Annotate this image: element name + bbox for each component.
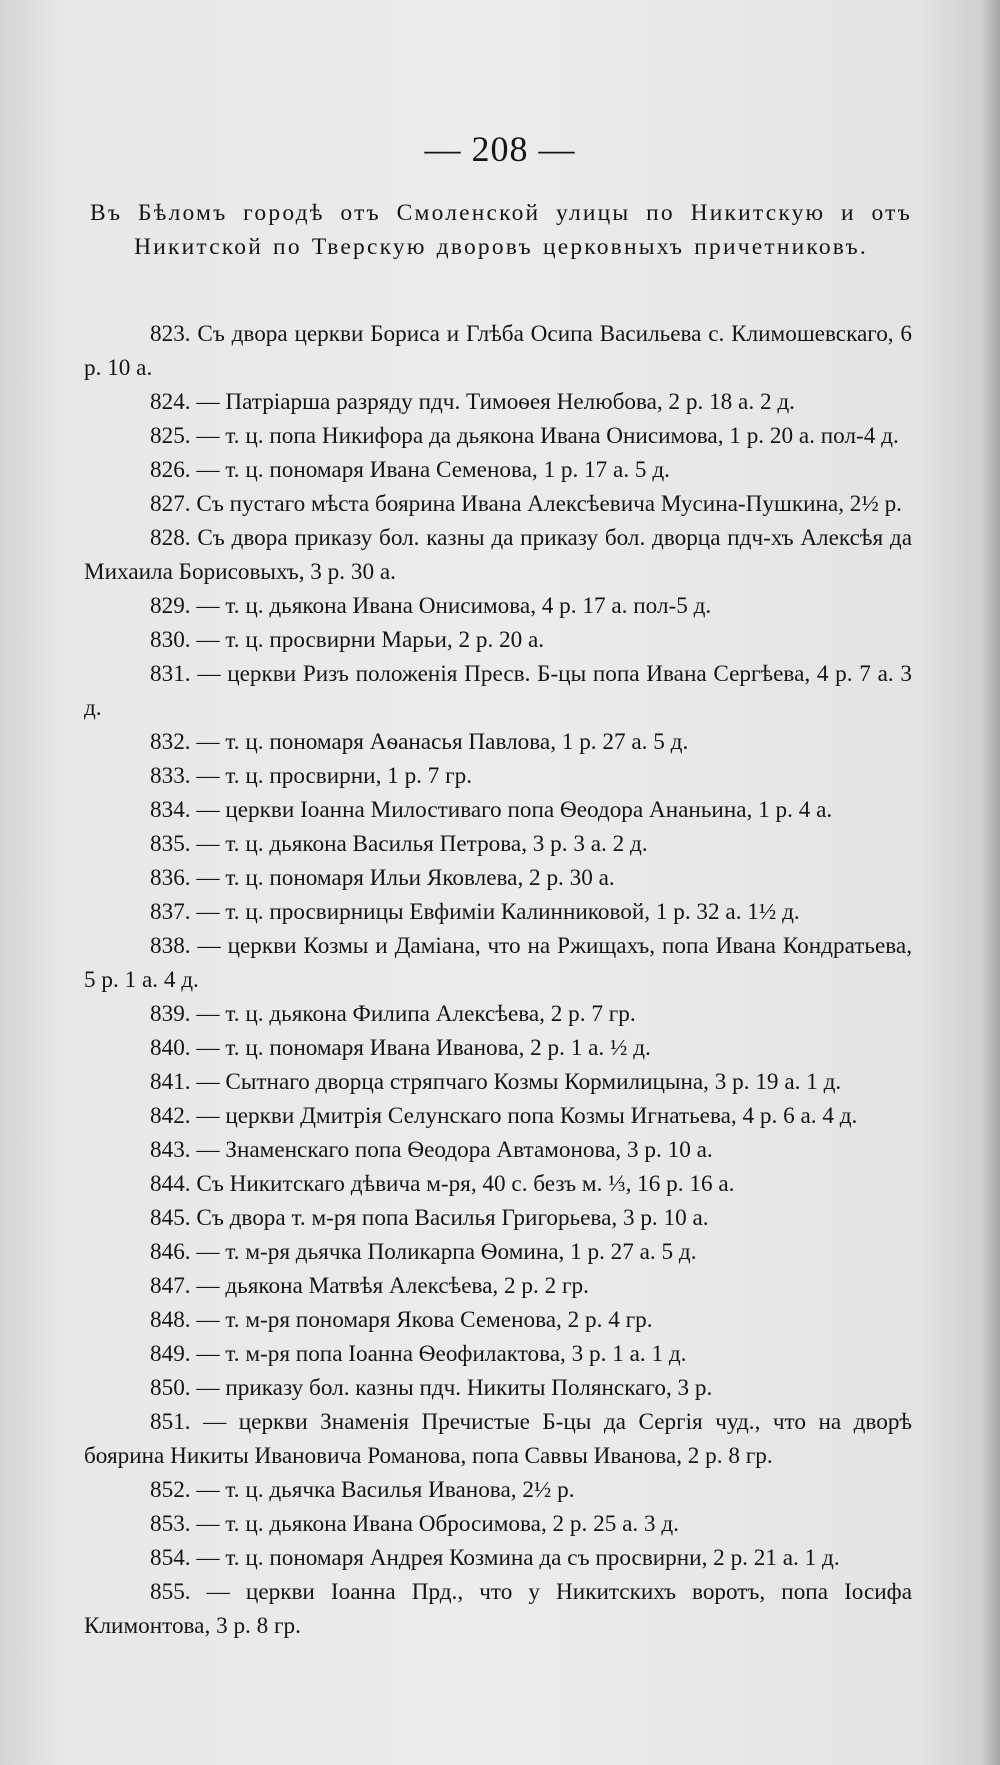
- list-item: [84, 1133, 912, 1167]
- list-item: [84, 623, 912, 657]
- list-item: [84, 317, 912, 385]
- entry-text: Съ двора т. м-ря попа Василья Григорьева, 3 р. 10 а.: [196, 1205, 709, 1231]
- entry-text: — т. ц. дьякона Василья Петрова, 3 р. 3 а. 2 д.: [196, 831, 648, 857]
- list-item: [84, 1269, 912, 1303]
- list-item: [84, 521, 912, 589]
- entry-text: — церкви Козмы и Даміана, что на Ржищахъ, попа Ивана Кондратьева, 5 р. 1 а. 4 д.: [84, 933, 912, 993]
- entry-number: 826.: [150, 457, 191, 483]
- entry-number: 854.: [150, 1545, 191, 1571]
- entry-number: 841.: [150, 1069, 191, 1095]
- entry-text: — т. ц. дьячка Василья Иванова, 2½ р.: [196, 1477, 575, 1503]
- entry-number: 831.: [150, 661, 191, 687]
- entry-text: — церкви Знаменія Пречистые Б-цы да Сергія чуд., что на дворѣ боярина Никиты Ивановича Романова, попа Саввы Иванова, 2 р. 8 гр.: [84, 1409, 913, 1469]
- entry-number: 829.: [150, 593, 191, 619]
- entry-text: — приказу бол. казны пдч. Никиты Полянскаго, 3 р.: [196, 1375, 713, 1401]
- entry-text: — церкви Іоанна Прд., что у Никитскихъ воротъ, попа Іосифа Климонтова, 3 р. 8 гр.: [84, 1579, 912, 1639]
- list-item: [84, 1575, 912, 1643]
- entry-number: 835.: [150, 831, 191, 857]
- entry-text: — т. м-ря дьячка Поликарпа Ѳомина, 1 р. 27 а. 5 д.: [196, 1239, 697, 1265]
- entry-text: Съ двора церкви Бориса и Глѣба Осипа Васильева с. Климошевскаго, 6 р. 10 а.: [84, 321, 912, 381]
- entry-number: 849.: [150, 1341, 191, 1367]
- list-item: [84, 1303, 912, 1337]
- list-item: [84, 1405, 912, 1473]
- list-item: [84, 861, 912, 895]
- entry-number: 843.: [150, 1137, 191, 1163]
- section-heading: Въ Бѣломъ городѣ отъ Смоленской улицы по Никитскую и отъ Никитской по Тверскую дворовъ церковныхъ причетниковъ.: [90, 200, 912, 260]
- entry-text: — церкви Ризъ положенія Пресв. Б-цы попа Ивана Сергѣева, 4 р. 7 а. 3 д.: [84, 661, 913, 721]
- entry-text: Съ двора приказу бол. казны да приказу бол. дворца пдч-хъ Алексѣя да Михаила Борисовыхъ, 3 р. 30 а.: [84, 525, 913, 585]
- list-item: [84, 1031, 912, 1065]
- page-number: — 208 —: [424, 129, 576, 169]
- list-item: [84, 827, 912, 861]
- entry-text: — т. м-ря пономаря Якова Семенова, 2 р. 4 гр.: [196, 1307, 653, 1333]
- entries-list: [84, 317, 912, 1643]
- entry-number: 828.: [150, 525, 191, 551]
- list-item: [84, 487, 912, 521]
- entry-number: 851.: [150, 1409, 191, 1435]
- entry-number: 834.: [150, 797, 191, 823]
- entry-text: — т. ц. пономаря Ильи Яковлева, 2 р. 30 а.: [196, 865, 615, 891]
- entry-number: 847.: [150, 1273, 191, 1299]
- list-item: [84, 385, 912, 419]
- list-item: [84, 1473, 912, 1507]
- entry-number: 830.: [150, 627, 191, 653]
- entry-text: — т. ц. пономаря Андрея Козмина да съ просвирни, 2 р. 21 а. 1 д.: [196, 1545, 840, 1571]
- entry-text: — Знаменскаго попа Ѳеодора Автамонова, 3 р. 10 а.: [196, 1137, 713, 1163]
- entry-text: — Сытнаго дворца стряпчаго Козмы Кормилицына, 3 р. 19 а. 1 д.: [196, 1069, 842, 1095]
- list-item: [84, 759, 912, 793]
- entry-number: 852.: [150, 1477, 191, 1503]
- list-item: [84, 589, 912, 623]
- entry-number: 853.: [150, 1511, 191, 1537]
- entry-text: — т. ц. пономаря Аѳанасья Павлова, 1 р. 27 а. 5 д.: [196, 729, 689, 755]
- entry-text: — т. ц. пономаря Ивана Иванова, 2 р. 1 а. ½ д.: [196, 1035, 651, 1061]
- entry-number: 846.: [150, 1239, 191, 1265]
- entry-number: 839.: [150, 1001, 191, 1027]
- entry-text: — т. м-ря попа Іоанна Ѳеофилактова, 3 р. 1 а. 1 д.: [196, 1341, 687, 1367]
- entry-number: 844.: [150, 1171, 191, 1197]
- entry-number: 824.: [150, 389, 191, 415]
- list-item: [84, 997, 912, 1031]
- entry-number: 827.: [150, 491, 191, 517]
- list-item: [84, 1167, 912, 1201]
- entry-text: — т. ц. дьякона Ивана Обросимова, 2 р. 25 а. 3 д.: [196, 1511, 679, 1537]
- entry-text: — т. ц. попа Никифора да дьякона Ивана Онисимова, 1 р. 20 а. пол-4 д.: [196, 423, 899, 449]
- entry-text: — Патріарша разряду пдч. Тимоѳея Нелюбова, 2 р. 18 а. 2 д.: [196, 389, 795, 415]
- list-item: [84, 895, 912, 929]
- entry-number: 833.: [150, 763, 191, 789]
- list-item: [84, 725, 912, 759]
- list-item: [84, 1065, 912, 1099]
- entry-number: 823.: [150, 321, 191, 347]
- entry-text: Съ Никитскаго дѣвича м-ря, 40 с. безъ м. ⅓, 16 р. 16 а.: [196, 1171, 735, 1197]
- list-item: [84, 1235, 912, 1269]
- entry-text: — церкви Іоанна Милостиваго попа Ѳеодора Ананьина, 1 р. 4 а.: [196, 797, 833, 823]
- list-item: [84, 1201, 912, 1235]
- entry-text: — т. ц. просвирни, 1 р. 7 гр.: [196, 763, 473, 789]
- list-item: [84, 419, 912, 453]
- list-item: [84, 1541, 912, 1575]
- entry-text: — церкви Дмитрія Селунскаго попа Козмы Игнатьева, 4 р. 6 а. 4 д.: [196, 1103, 858, 1129]
- list-item: [84, 1371, 912, 1405]
- list-item: [84, 1507, 912, 1541]
- entry-number: 850.: [150, 1375, 191, 1401]
- entry-number: 832.: [150, 729, 191, 755]
- entry-text: — т. ц. дьякона Ивана Онисимова, 4 р. 17 а. пол-5 д.: [196, 593, 712, 619]
- entry-text: Съ пустаго мѣста боярина Ивана Алексѣевича Мусина-Пушкина, 2½ р.: [196, 491, 902, 517]
- list-item: [84, 1337, 912, 1371]
- entry-number: 837.: [150, 899, 191, 925]
- entry-text: — т. ц. просвирницы Евфиміи Калинниковой, 1 р. 32 а. 1½ д.: [196, 899, 800, 925]
- entry-number: 836.: [150, 865, 191, 891]
- entry-number: 840.: [150, 1035, 191, 1061]
- entry-number: 838.: [150, 933, 191, 959]
- entry-number: 845.: [150, 1205, 191, 1231]
- entry-text: — дьякона Матвѣя Алексѣева, 2 р. 2 гр.: [196, 1273, 589, 1299]
- entry-text: — т. ц. просвирни Марьи, 2 р. 20 а.: [196, 627, 545, 653]
- entry-text: — т. ц. пономаря Ивана Семенова, 1 р. 17 а. 5 д.: [196, 457, 670, 483]
- list-item: [84, 929, 912, 997]
- list-item: [84, 453, 912, 487]
- entry-text: — т. ц. дьякона Филипа Алексѣева, 2 р. 7 гр.: [196, 1001, 636, 1027]
- list-item: [84, 1099, 912, 1133]
- entry-number: 855.: [150, 1579, 191, 1605]
- entry-number: 842.: [150, 1103, 191, 1129]
- list-item: [84, 657, 912, 725]
- entry-number: 848.: [150, 1307, 191, 1333]
- list-item: [84, 793, 912, 827]
- entry-number: 825.: [150, 423, 191, 449]
